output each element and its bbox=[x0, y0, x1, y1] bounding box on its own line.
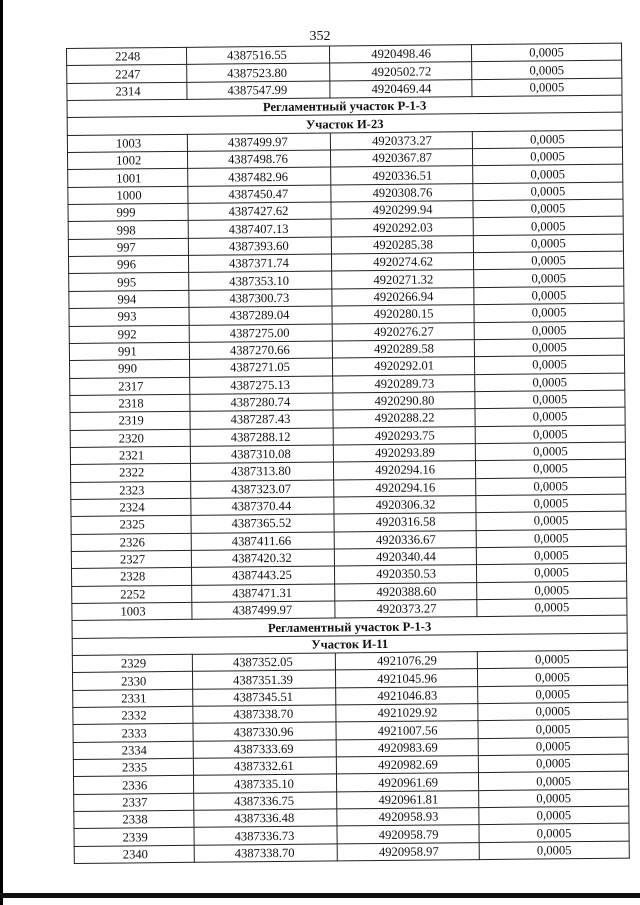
accuracy: 0,0005 bbox=[475, 459, 625, 478]
accuracy: 0,0005 bbox=[475, 407, 625, 426]
coordinate-sheet bbox=[66, 43, 629, 864]
accuracy: 0,0005 bbox=[477, 581, 627, 600]
accuracy: 0,0005 bbox=[472, 78, 622, 97]
point-number: 2314 bbox=[67, 82, 187, 100]
accuracy: 0,0005 bbox=[473, 217, 623, 236]
y-coordinate: 4920958.79 bbox=[337, 825, 479, 844]
x-coordinate: 4387332.61 bbox=[193, 757, 336, 776]
point-number: 998 bbox=[68, 221, 188, 239]
x-coordinate: 4387370.44 bbox=[191, 497, 334, 516]
accuracy: 0,0005 bbox=[478, 720, 628, 739]
accuracy: 0,0005 bbox=[476, 494, 626, 513]
y-coordinate: 4920293.75 bbox=[333, 426, 475, 445]
accuracy: 0,0005 bbox=[474, 269, 624, 288]
accuracy: 0,0005 bbox=[477, 668, 627, 687]
y-coordinate: 4920289.73 bbox=[333, 374, 475, 393]
y-coordinate: 4920308.76 bbox=[331, 183, 473, 202]
x-coordinate: 4387275.13 bbox=[190, 375, 333, 394]
x-coordinate: 4387499.97 bbox=[187, 133, 330, 152]
accuracy: 0,0005 bbox=[475, 373, 625, 392]
point-number: 2318 bbox=[70, 394, 190, 412]
y-coordinate: 4920299.94 bbox=[331, 201, 473, 220]
point-number: 2330 bbox=[72, 672, 192, 690]
point-number: 993 bbox=[69, 307, 189, 325]
y-coordinate: 4920961.81 bbox=[337, 790, 479, 809]
point-number: 2321 bbox=[70, 446, 190, 464]
y-coordinate: 4920290.80 bbox=[333, 391, 475, 410]
point-number: 2327 bbox=[71, 550, 191, 568]
accuracy: 0,0005 bbox=[479, 789, 629, 808]
accuracy: 0,0005 bbox=[473, 182, 623, 201]
accuracy: 0,0005 bbox=[473, 165, 623, 184]
accuracy: 0,0005 bbox=[475, 425, 625, 444]
x-coordinate: 4387336.48 bbox=[194, 809, 337, 828]
accuracy: 0,0005 bbox=[476, 511, 626, 530]
y-coordinate: 4920280.15 bbox=[332, 305, 474, 324]
x-coordinate: 4387351.39 bbox=[192, 670, 335, 689]
accuracy: 0,0005 bbox=[479, 824, 629, 843]
accuracy: 0,0005 bbox=[473, 251, 623, 270]
y-coordinate: 4920294.16 bbox=[334, 478, 476, 497]
y-coordinate: 4920274.62 bbox=[331, 253, 473, 272]
x-coordinate: 4387482.96 bbox=[188, 167, 331, 186]
y-coordinate: 4920294.16 bbox=[333, 461, 475, 480]
point-number: 2252 bbox=[72, 585, 192, 603]
accuracy: 0,0005 bbox=[476, 529, 626, 548]
accuracy: 0,0005 bbox=[478, 772, 628, 791]
x-coordinate: 4387271.05 bbox=[189, 358, 332, 377]
x-coordinate: 4387270.66 bbox=[189, 341, 332, 360]
x-coordinate: 4387547.99 bbox=[187, 81, 330, 100]
scan-bottom-edge bbox=[0, 893, 640, 898]
y-coordinate: 4920367.87 bbox=[330, 149, 472, 168]
accuracy: 0,0005 bbox=[474, 303, 624, 322]
point-number: 2320 bbox=[70, 429, 190, 447]
x-coordinate: 4387338.70 bbox=[194, 844, 337, 863]
point-number: 2326 bbox=[71, 533, 191, 551]
y-coordinate: 4920469.44 bbox=[330, 79, 472, 98]
point-number: 2328 bbox=[71, 568, 191, 586]
x-coordinate: 4387333.69 bbox=[193, 740, 336, 759]
y-coordinate: 4920271.32 bbox=[332, 270, 474, 289]
point-number: 2337 bbox=[74, 793, 194, 811]
y-coordinate: 4920266.94 bbox=[332, 287, 474, 306]
accuracy: 0,0005 bbox=[472, 147, 622, 166]
point-number: 2322 bbox=[71, 464, 191, 482]
x-coordinate: 4387287.43 bbox=[190, 410, 333, 429]
x-coordinate: 4387523.80 bbox=[187, 63, 330, 82]
accuracy: 0,0005 bbox=[475, 390, 625, 409]
point-number: 1003 bbox=[67, 134, 187, 152]
point-number: 2333 bbox=[73, 724, 193, 742]
point-number: 2248 bbox=[67, 47, 187, 65]
x-coordinate: 4387300.73 bbox=[189, 289, 332, 308]
x-coordinate: 4387313.80 bbox=[190, 462, 333, 481]
point-number: 997 bbox=[68, 238, 188, 256]
y-coordinate: 4920961.69 bbox=[336, 773, 478, 792]
y-coordinate: 4920292.01 bbox=[332, 357, 474, 376]
point-number: 999 bbox=[68, 203, 188, 221]
x-coordinate: 4387407.13 bbox=[188, 219, 331, 238]
y-coordinate: 4920350.53 bbox=[334, 565, 476, 584]
x-coordinate: 4387289.04 bbox=[189, 306, 332, 325]
x-coordinate: 4387365.52 bbox=[191, 514, 334, 533]
y-coordinate: 4920388.60 bbox=[335, 582, 477, 601]
accuracy: 0,0005 bbox=[477, 650, 627, 669]
accuracy: 0,0005 bbox=[472, 61, 622, 80]
y-coordinate: 4920336.67 bbox=[334, 530, 476, 549]
accuracy: 0,0005 bbox=[477, 598, 627, 617]
point-number: 992 bbox=[69, 325, 189, 343]
accuracy: 0,0005 bbox=[478, 702, 628, 721]
y-coordinate: 4920336.51 bbox=[331, 166, 473, 185]
point-number: 995 bbox=[69, 273, 189, 291]
point-number: 2331 bbox=[73, 689, 193, 707]
y-coordinate: 4920306.32 bbox=[334, 496, 476, 515]
x-coordinate: 4387420.32 bbox=[191, 549, 334, 568]
point-number: 2334 bbox=[73, 741, 193, 759]
y-coordinate: 4920373.27 bbox=[335, 600, 477, 619]
x-coordinate: 4387336.75 bbox=[194, 792, 337, 811]
y-coordinate: 4921045.96 bbox=[335, 669, 477, 688]
coordinate-table bbox=[66, 43, 630, 864]
accuracy: 0,0005 bbox=[474, 338, 624, 357]
page-number: 352 bbox=[309, 29, 331, 44]
point-number: 2336 bbox=[73, 776, 193, 794]
x-coordinate: 4387330.96 bbox=[193, 722, 336, 741]
accuracy: 0,0005 bbox=[473, 199, 623, 218]
accuracy: 0,0005 bbox=[479, 806, 629, 825]
accuracy: 0,0005 bbox=[473, 234, 623, 253]
point-number: 1003 bbox=[72, 602, 192, 620]
x-coordinate: 4387352.05 bbox=[192, 653, 335, 672]
plot-title: Участок И-23 bbox=[67, 113, 622, 136]
point-number: 2335 bbox=[73, 758, 193, 776]
accuracy: 0,0005 bbox=[478, 737, 628, 756]
x-coordinate: 4387450.47 bbox=[188, 185, 331, 204]
x-coordinate: 4387427.62 bbox=[188, 202, 331, 221]
accuracy: 0,0005 bbox=[474, 286, 624, 305]
point-number: 2323 bbox=[71, 481, 191, 499]
y-coordinate: 4920292.03 bbox=[331, 218, 473, 237]
x-coordinate: 4387498.76 bbox=[187, 150, 330, 169]
y-coordinate: 4920958.93 bbox=[337, 808, 479, 827]
point-number: 2332 bbox=[73, 706, 193, 724]
point-number: 2340 bbox=[74, 845, 194, 863]
x-coordinate: 4387371.74 bbox=[188, 254, 331, 273]
accuracy: 0,0005 bbox=[474, 355, 624, 374]
y-coordinate: 4920373.27 bbox=[330, 131, 472, 150]
scan-edge bbox=[0, 0, 3, 905]
point-number: 2329 bbox=[72, 654, 192, 672]
x-coordinate: 4387471.31 bbox=[192, 584, 335, 603]
y-coordinate: 4920340.44 bbox=[334, 548, 476, 567]
y-coordinate: 4920276.27 bbox=[332, 322, 474, 341]
x-coordinate: 4387336.73 bbox=[194, 826, 337, 845]
accuracy: 0,0005 bbox=[474, 321, 624, 340]
point-number: 990 bbox=[70, 360, 190, 378]
plot-title: Участок И-11 bbox=[72, 633, 627, 656]
accuracy: 0,0005 bbox=[472, 130, 622, 149]
point-number: 2325 bbox=[71, 516, 191, 534]
y-coordinate: 4920982.69 bbox=[336, 756, 478, 775]
x-coordinate: 4387323.07 bbox=[191, 480, 334, 499]
point-number: 2319 bbox=[70, 412, 190, 430]
y-coordinate: 4921076.29 bbox=[335, 652, 477, 671]
x-coordinate: 4387280.74 bbox=[190, 393, 333, 412]
y-coordinate: 4920502.72 bbox=[330, 62, 472, 81]
accuracy: 0,0005 bbox=[478, 685, 628, 704]
accuracy: 0,0005 bbox=[471, 43, 621, 62]
point-number: 991 bbox=[69, 342, 189, 360]
accuracy: 0,0005 bbox=[476, 477, 626, 496]
regulation-area-title: Регламентный участок Р-1-3 bbox=[72, 615, 627, 638]
x-coordinate: 4387353.10 bbox=[189, 271, 332, 290]
regulation-area-title: Регламентный участок Р-1-3 bbox=[67, 95, 622, 118]
y-coordinate: 4921029.92 bbox=[336, 704, 478, 723]
x-coordinate: 4387411.66 bbox=[191, 532, 334, 551]
point-number: 2324 bbox=[71, 498, 191, 516]
y-coordinate: 4921007.56 bbox=[336, 721, 478, 740]
accuracy: 0,0005 bbox=[478, 754, 628, 773]
x-coordinate: 4387338.70 bbox=[193, 705, 336, 724]
point-number: 1000 bbox=[68, 186, 188, 204]
accuracy: 0,0005 bbox=[479, 841, 629, 860]
y-coordinate: 4920293.89 bbox=[333, 443, 475, 462]
x-coordinate: 4387335.10 bbox=[193, 774, 336, 793]
y-coordinate: 4920983.69 bbox=[336, 738, 478, 757]
point-number: 1001 bbox=[68, 169, 188, 187]
y-coordinate: 4920958.97 bbox=[337, 842, 479, 861]
point-number: 2338 bbox=[74, 810, 194, 828]
accuracy: 0,0005 bbox=[475, 442, 625, 461]
point-number: 2247 bbox=[67, 65, 187, 83]
y-coordinate: 4920289.58 bbox=[332, 339, 474, 358]
x-coordinate: 4387275.00 bbox=[189, 323, 332, 342]
x-coordinate: 4387288.12 bbox=[190, 428, 333, 447]
point-number: 996 bbox=[69, 255, 189, 273]
x-coordinate: 4387516.55 bbox=[186, 46, 329, 65]
point-number: 994 bbox=[69, 290, 189, 308]
x-coordinate: 4387443.25 bbox=[191, 566, 334, 585]
point-number: 2339 bbox=[74, 828, 194, 846]
x-coordinate: 4387393.60 bbox=[188, 237, 331, 256]
x-coordinate: 4387310.08 bbox=[190, 445, 333, 464]
point-number: 1002 bbox=[68, 151, 188, 169]
y-coordinate: 4920285.38 bbox=[331, 235, 473, 254]
point-number: 2317 bbox=[70, 377, 190, 395]
x-coordinate: 4387499.97 bbox=[192, 601, 335, 620]
y-coordinate: 4920316.58 bbox=[334, 513, 476, 532]
x-coordinate: 4387345.51 bbox=[193, 688, 336, 707]
y-coordinate: 4921046.83 bbox=[336, 686, 478, 705]
accuracy: 0,0005 bbox=[476, 563, 626, 582]
accuracy: 0,0005 bbox=[476, 546, 626, 565]
y-coordinate: 4920288.22 bbox=[333, 409, 475, 428]
y-coordinate: 4920498.46 bbox=[329, 45, 471, 64]
